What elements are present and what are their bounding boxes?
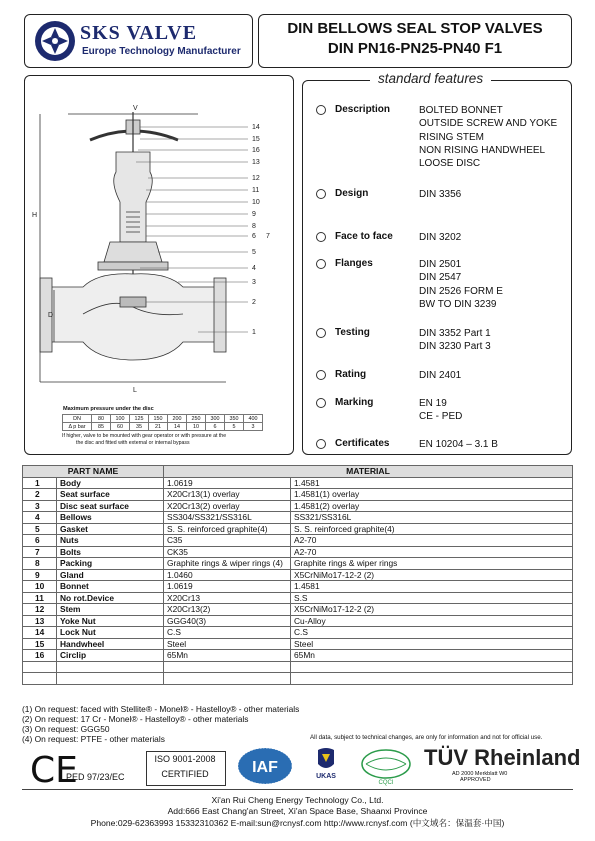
part-number: 7 — [23, 546, 57, 558]
part-callout: 11 — [252, 187, 260, 194]
part-number: 4 — [23, 512, 57, 524]
part-name: No rot.Device — [57, 592, 164, 604]
part-number: 9 — [23, 569, 57, 581]
material-standard: X20Cr13(2) — [164, 604, 291, 616]
feature-label: Rating — [335, 369, 367, 380]
material-stainless: Graphite rings & wiper rings — [291, 558, 573, 570]
table-row — [23, 489, 573, 501]
part-name: Circlip — [57, 650, 164, 662]
part-callout: 10 — [252, 199, 260, 206]
part-name: Lock Nut — [57, 627, 164, 639]
pressure-cell: 250 — [187, 415, 206, 423]
material-standard: Graphite rings & wiper rings (4) — [164, 558, 291, 570]
table-row — [23, 535, 573, 547]
material-standard: 1.0619 — [164, 581, 291, 593]
iso-label: ISO 9001-2008 — [154, 754, 216, 764]
pressure-note: the disc and fitted with external or internal bypass — [76, 440, 190, 446]
table-row — [23, 512, 573, 524]
material-stainless: 1.4581 — [291, 477, 573, 489]
pressure-cell: 125 — [130, 415, 149, 423]
brand-name: SKS VALVE — [80, 22, 198, 44]
pressure-cell: 150 — [149, 415, 168, 423]
material-standard: C.S — [164, 627, 291, 639]
material-standard: X20Cr13(2) overlay — [164, 500, 291, 512]
pressure-table-title: Maximum pressure under the disc — [63, 406, 154, 412]
part-number: 15 — [23, 638, 57, 650]
part-callout: 3 — [252, 279, 256, 286]
pressure-cell: 14 — [168, 423, 187, 431]
feature-label: Description — [335, 104, 391, 115]
table-row — [23, 477, 573, 489]
part-callout: 15 — [252, 136, 260, 143]
cqc-logo — [358, 746, 414, 786]
valve-cross-section-drawing — [28, 92, 288, 402]
part-callout: 8 — [252, 223, 256, 230]
pressure-table — [62, 414, 263, 431]
footnote: (4) On request: PTFE - other materials — [22, 734, 165, 744]
feature-label: Testing — [335, 327, 370, 338]
document-title: DIN BELLOWS SEAL STOP VALVES — [287, 20, 543, 37]
table-row — [23, 673, 573, 685]
pressure-cell: 100 — [111, 415, 130, 423]
material-standard: Steel — [164, 638, 291, 650]
part-number: 10 — [23, 581, 57, 593]
table-row — [23, 661, 573, 673]
material-standard: SS304/SS321/SS316L — [164, 512, 291, 524]
part-number: 1 — [23, 477, 57, 489]
material-stainless: Steel — [291, 638, 573, 650]
part-number: 8 — [23, 558, 57, 570]
footer-divider — [22, 789, 573, 790]
features-heading: standard features — [370, 71, 491, 86]
feature-label: Certificates — [335, 438, 390, 449]
part-number: 11 — [23, 592, 57, 604]
part-name: Body — [57, 477, 164, 489]
part-name: Gasket — [57, 523, 164, 535]
footnote: (1) On request: faced with Stellite® - Monel® - Hastelloy® - other materials — [22, 704, 300, 714]
part-name-header: PART NAME — [23, 466, 164, 478]
pressure-cell: 21 — [149, 423, 168, 431]
table-row — [23, 650, 573, 662]
material-stainless: SS321/SS316L — [291, 512, 573, 524]
part-number — [23, 661, 57, 673]
part-number — [23, 673, 57, 685]
material-stainless: 1.4581(1) overlay — [291, 489, 573, 501]
table-row — [23, 558, 573, 570]
table-row — [23, 627, 573, 639]
part-number: 5 — [23, 523, 57, 535]
feature-value: BOLTED BONNET OUTSIDE SCREW AND YOKE RISING STEM NON RISING HANDWHEEL LOOSE DISC — [419, 105, 558, 170]
footnote: (3) On request: GGG50 — [22, 724, 110, 734]
material-stainless: X5CrNiMo17-12-2 (2) — [291, 569, 573, 581]
part-callout: 4 — [252, 265, 256, 272]
part-callout: 16 — [252, 147, 260, 154]
material-stainless: Cu-Alloy — [291, 615, 573, 627]
pressure-cell: 35 — [130, 423, 149, 431]
table-row — [23, 615, 573, 627]
pressure-cell: 80 — [92, 415, 111, 423]
material-stainless: A2-70 — [291, 546, 573, 558]
part-name: Handwheel — [57, 638, 164, 650]
iaf-text: IAF — [252, 759, 278, 776]
pressure-cell: 85 — [92, 423, 111, 431]
bullet-icon — [316, 105, 326, 115]
bullet-icon — [316, 259, 326, 269]
material-stainless: 65Mn — [291, 650, 573, 662]
pressure-cell: 10 — [187, 423, 206, 431]
material-standard: 1.0619 — [164, 477, 291, 489]
feature-value: EN 10204 – 3.1 B — [419, 439, 498, 450]
company-name: Xi'an Rui Cheng Energy Technology Co., Ltd. — [211, 795, 384, 805]
dimension-label: H — [32, 212, 38, 219]
material-standard — [164, 661, 291, 673]
part-callout: 7 — [266, 233, 270, 240]
part-number: 13 — [23, 615, 57, 627]
material-standard: S. S. reinforced graphite(4) — [164, 523, 291, 535]
pressure-cell: 3 — [244, 423, 263, 431]
table-row — [23, 569, 573, 581]
material-header: MATERIAL — [164, 466, 573, 478]
part-number: 14 — [23, 627, 57, 639]
pressure-cell: 200 — [168, 415, 187, 423]
part-callout: 9 — [252, 211, 256, 218]
pressure-cell: 300 — [206, 415, 225, 423]
part-number: 16 — [23, 650, 57, 662]
feature-value: EN 19 CE - PED — [419, 398, 463, 423]
part-number: 2 — [23, 489, 57, 501]
table-row — [23, 546, 573, 558]
feature-value: DIN 2501 DIN 2547 DIN 2526 FORM E BW TO DIN 3239 — [419, 259, 503, 310]
iaf-logo — [236, 746, 294, 786]
part-name: Seat surface — [57, 489, 164, 501]
ce-mark: CE — [30, 750, 78, 791]
tuv-approved: APPROVED — [460, 777, 491, 783]
iso-certified-label: CERTIFIED — [161, 769, 209, 779]
feature-value: DIN 3356 — [419, 189, 462, 200]
material-standard: C35 — [164, 535, 291, 547]
brand-tagline: Europe Technology Manufacturer — [82, 46, 241, 57]
pressure-cell: 400 — [244, 415, 263, 423]
material-standard: X20Cr13 — [164, 592, 291, 604]
feature-label: Marking — [335, 397, 374, 408]
part-callout: 6 — [252, 233, 256, 240]
feature-label: Design — [335, 188, 369, 199]
material-stainless: A2-70 — [291, 535, 573, 547]
material-stainless: C.S — [291, 627, 573, 639]
dimension-label: V — [133, 105, 138, 112]
table-row — [23, 500, 573, 512]
disclaimer: All data, subject to technical changes, are only for information and not for official use. — [310, 734, 543, 741]
material-stainless — [291, 673, 573, 685]
part-callout: 14 — [252, 124, 260, 131]
material-standard: X20Cr13(1) overlay — [164, 489, 291, 501]
tuv-note: AD 2000 Merkblatt W0 — [452, 771, 508, 777]
part-name: Bonnet — [57, 581, 164, 593]
company-address: Add:666 East Chang'an Street, Xi'an Space Base, Shaanxi Province — [167, 806, 428, 816]
material-stainless: S. S. reinforced graphite(4) — [291, 523, 573, 535]
material-standard: GGG40(3) — [164, 615, 291, 627]
cqc-text: CQCI — [378, 780, 394, 786]
ped-label: PED 97/23/EC — [66, 772, 125, 782]
bullet-icon — [316, 232, 326, 242]
part-name: Yoke Nut — [57, 615, 164, 627]
part-name: Bellows — [57, 512, 164, 524]
feature-label: Flanges — [335, 258, 373, 269]
bullet-icon — [316, 370, 326, 380]
footnote: (2) On request: 17 Cr - Monel® - Hastelloy® - other materials — [22, 714, 249, 724]
bullet-icon — [316, 398, 326, 408]
material-stainless: X5CrNiMo17-12-2 (2) — [291, 604, 573, 616]
pressure-cell: 350 — [225, 415, 244, 423]
part-name: Nuts — [57, 535, 164, 547]
part-name — [57, 673, 164, 685]
part-number: 6 — [23, 535, 57, 547]
table-row — [23, 638, 573, 650]
dimension-label: D — [48, 312, 54, 319]
pressure-note: If higher, valve to be mounted with gear operator or with pressure at the — [62, 433, 227, 439]
part-name: Bolts — [57, 546, 164, 558]
material-standard: 65Mn — [164, 650, 291, 662]
pressure-cell: 60 — [111, 423, 130, 431]
pressure-row-label: DN — [63, 415, 92, 423]
ukas-text: UKAS — [316, 773, 336, 780]
part-name: Stem — [57, 604, 164, 616]
bullet-icon — [316, 328, 326, 338]
bullet-icon — [316, 189, 326, 199]
pressure-row-label: Δ p bar — [63, 423, 92, 431]
part-number: 3 — [23, 500, 57, 512]
part-number: 12 — [23, 604, 57, 616]
pressure-cell: 5 — [225, 423, 244, 431]
material-stainless — [291, 661, 573, 673]
company-contact: Phone:029-62363993 15332310362 E-mail:sun@rcnysf.com http://www.rcnysf.com (中文域名：保温套·中国) — [90, 818, 505, 828]
material-standard: 1.0460 — [164, 569, 291, 581]
sks-logo-icon — [34, 20, 76, 62]
table-row — [23, 592, 573, 604]
part-name: Packing — [57, 558, 164, 570]
part-name — [57, 661, 164, 673]
material-stainless: 1.4581 — [291, 581, 573, 593]
feature-value: DIN 3202 — [419, 232, 462, 243]
table-row — [23, 581, 573, 593]
feature-value: DIN 3352 Part 1 DIN 3230 Part 3 — [419, 328, 491, 353]
feature-label: Face to face — [335, 231, 393, 242]
part-name: Disc seat surface — [57, 500, 164, 512]
part-name: Gland — [57, 569, 164, 581]
material-stainless: S.S — [291, 592, 573, 604]
material-standard — [164, 673, 291, 685]
part-callout: 12 — [252, 175, 260, 182]
part-callout: 5 — [252, 249, 256, 256]
table-row — [23, 523, 573, 535]
bullet-icon — [316, 439, 326, 449]
dimension-label: L — [133, 387, 137, 394]
parts-table — [22, 465, 573, 685]
pressure-cell: 6 — [206, 423, 225, 431]
ukas-logo — [306, 746, 346, 786]
table-row — [23, 604, 573, 616]
tuv-logo: TÜV Rheinland — [424, 745, 581, 770]
document-subtitle: DIN PN16-PN25-PN40 F1 — [327, 40, 503, 57]
part-callout: 13 — [252, 159, 260, 166]
material-stainless: 1.4581(2) overlay — [291, 500, 573, 512]
material-standard: CK35 — [164, 546, 291, 558]
part-callout: 2 — [252, 299, 256, 306]
part-callout: 1 — [252, 329, 256, 336]
feature-value: DIN 2401 — [419, 370, 462, 381]
